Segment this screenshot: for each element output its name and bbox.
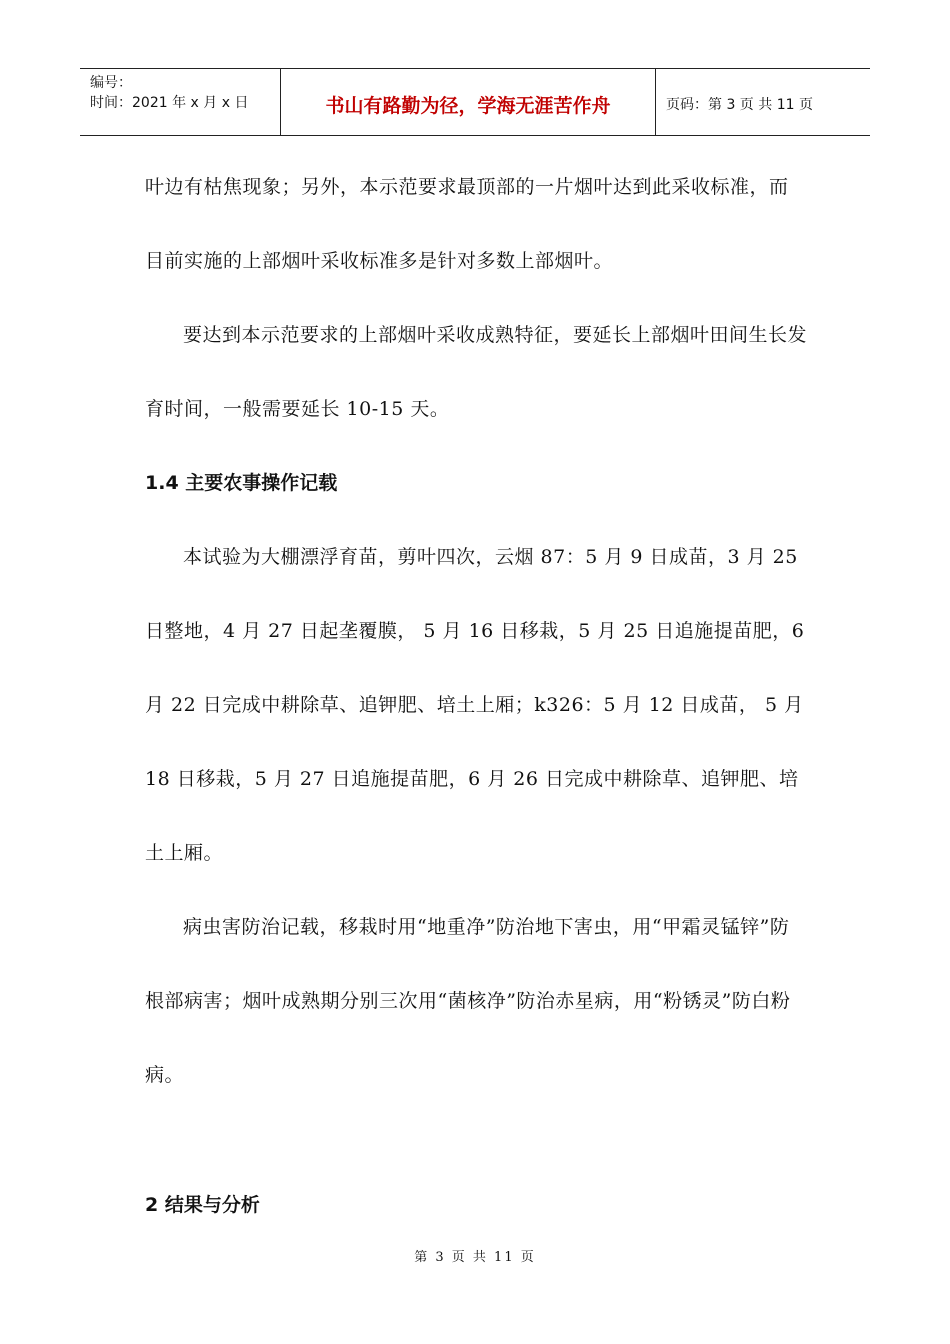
document-date: 时间：2021 年 x 月 x 日 (90, 95, 249, 111)
paragraph-1: 叶边有枯焦现象；另外，本示范要求最顶部的一片烟叶达到此采收标准，而目前实施的上部烟叶采收标准多是针对多数上部烟叶。 (145, 176, 789, 272)
paragraph-2: 要达到本示范要求的上部烟叶采收成熟特征，要延长上部烟叶田间生长发育时间，一般需要延长 10-15 天。 (145, 324, 808, 420)
document-body (145, 150, 807, 1242)
header-page-info (656, 69, 870, 135)
section-heading-2: 2 结果与分析 (145, 1194, 260, 1216)
paragraph-4: 病虫害防治记载，移栽时用“地重净”防治地下害虫，用“甲霜灵锰锌”防根部病害；烟叶成熟期分别三次用“菌核净”防治赤星病，用“粉锈灵”防白粉病。 (145, 916, 791, 1086)
page-info-text: 页码：第 3 页 共 11 页 (666, 97, 813, 113)
page-header (80, 68, 870, 136)
paragraph-3: 本试验为大棚漂浮育苗，剪叶四次，云烟 87：5 月 9 日成苗，3 月 25 日整地，4 月 27 日起垄覆膜， 5 月 16 日移栽，5 月 25 日追施提苗肥，6 月 22 日完成中耕除草、追钾肥、培土上厢；k326：5 月 12 日成苗， 5 月 18 日移栽，5 月 27 日追施提苗肥，6 月 26 日完成中耕除草、追钾肥、培土上厢。 (145, 546, 805, 864)
motto-text: 书山有路勤为径，学海无涯苦作舟 (325, 94, 611, 117)
footer-page-number: 第 3 页 共 11 页 (414, 1250, 536, 1265)
header-motto (280, 69, 656, 135)
header-meta (80, 69, 280, 135)
section-heading-1-4: 1.4 主要农事操作记载 (145, 472, 338, 494)
document-number-label: 编号： (90, 75, 132, 91)
section-spacer (145, 1112, 807, 1168)
page-footer (0, 1246, 950, 1265)
